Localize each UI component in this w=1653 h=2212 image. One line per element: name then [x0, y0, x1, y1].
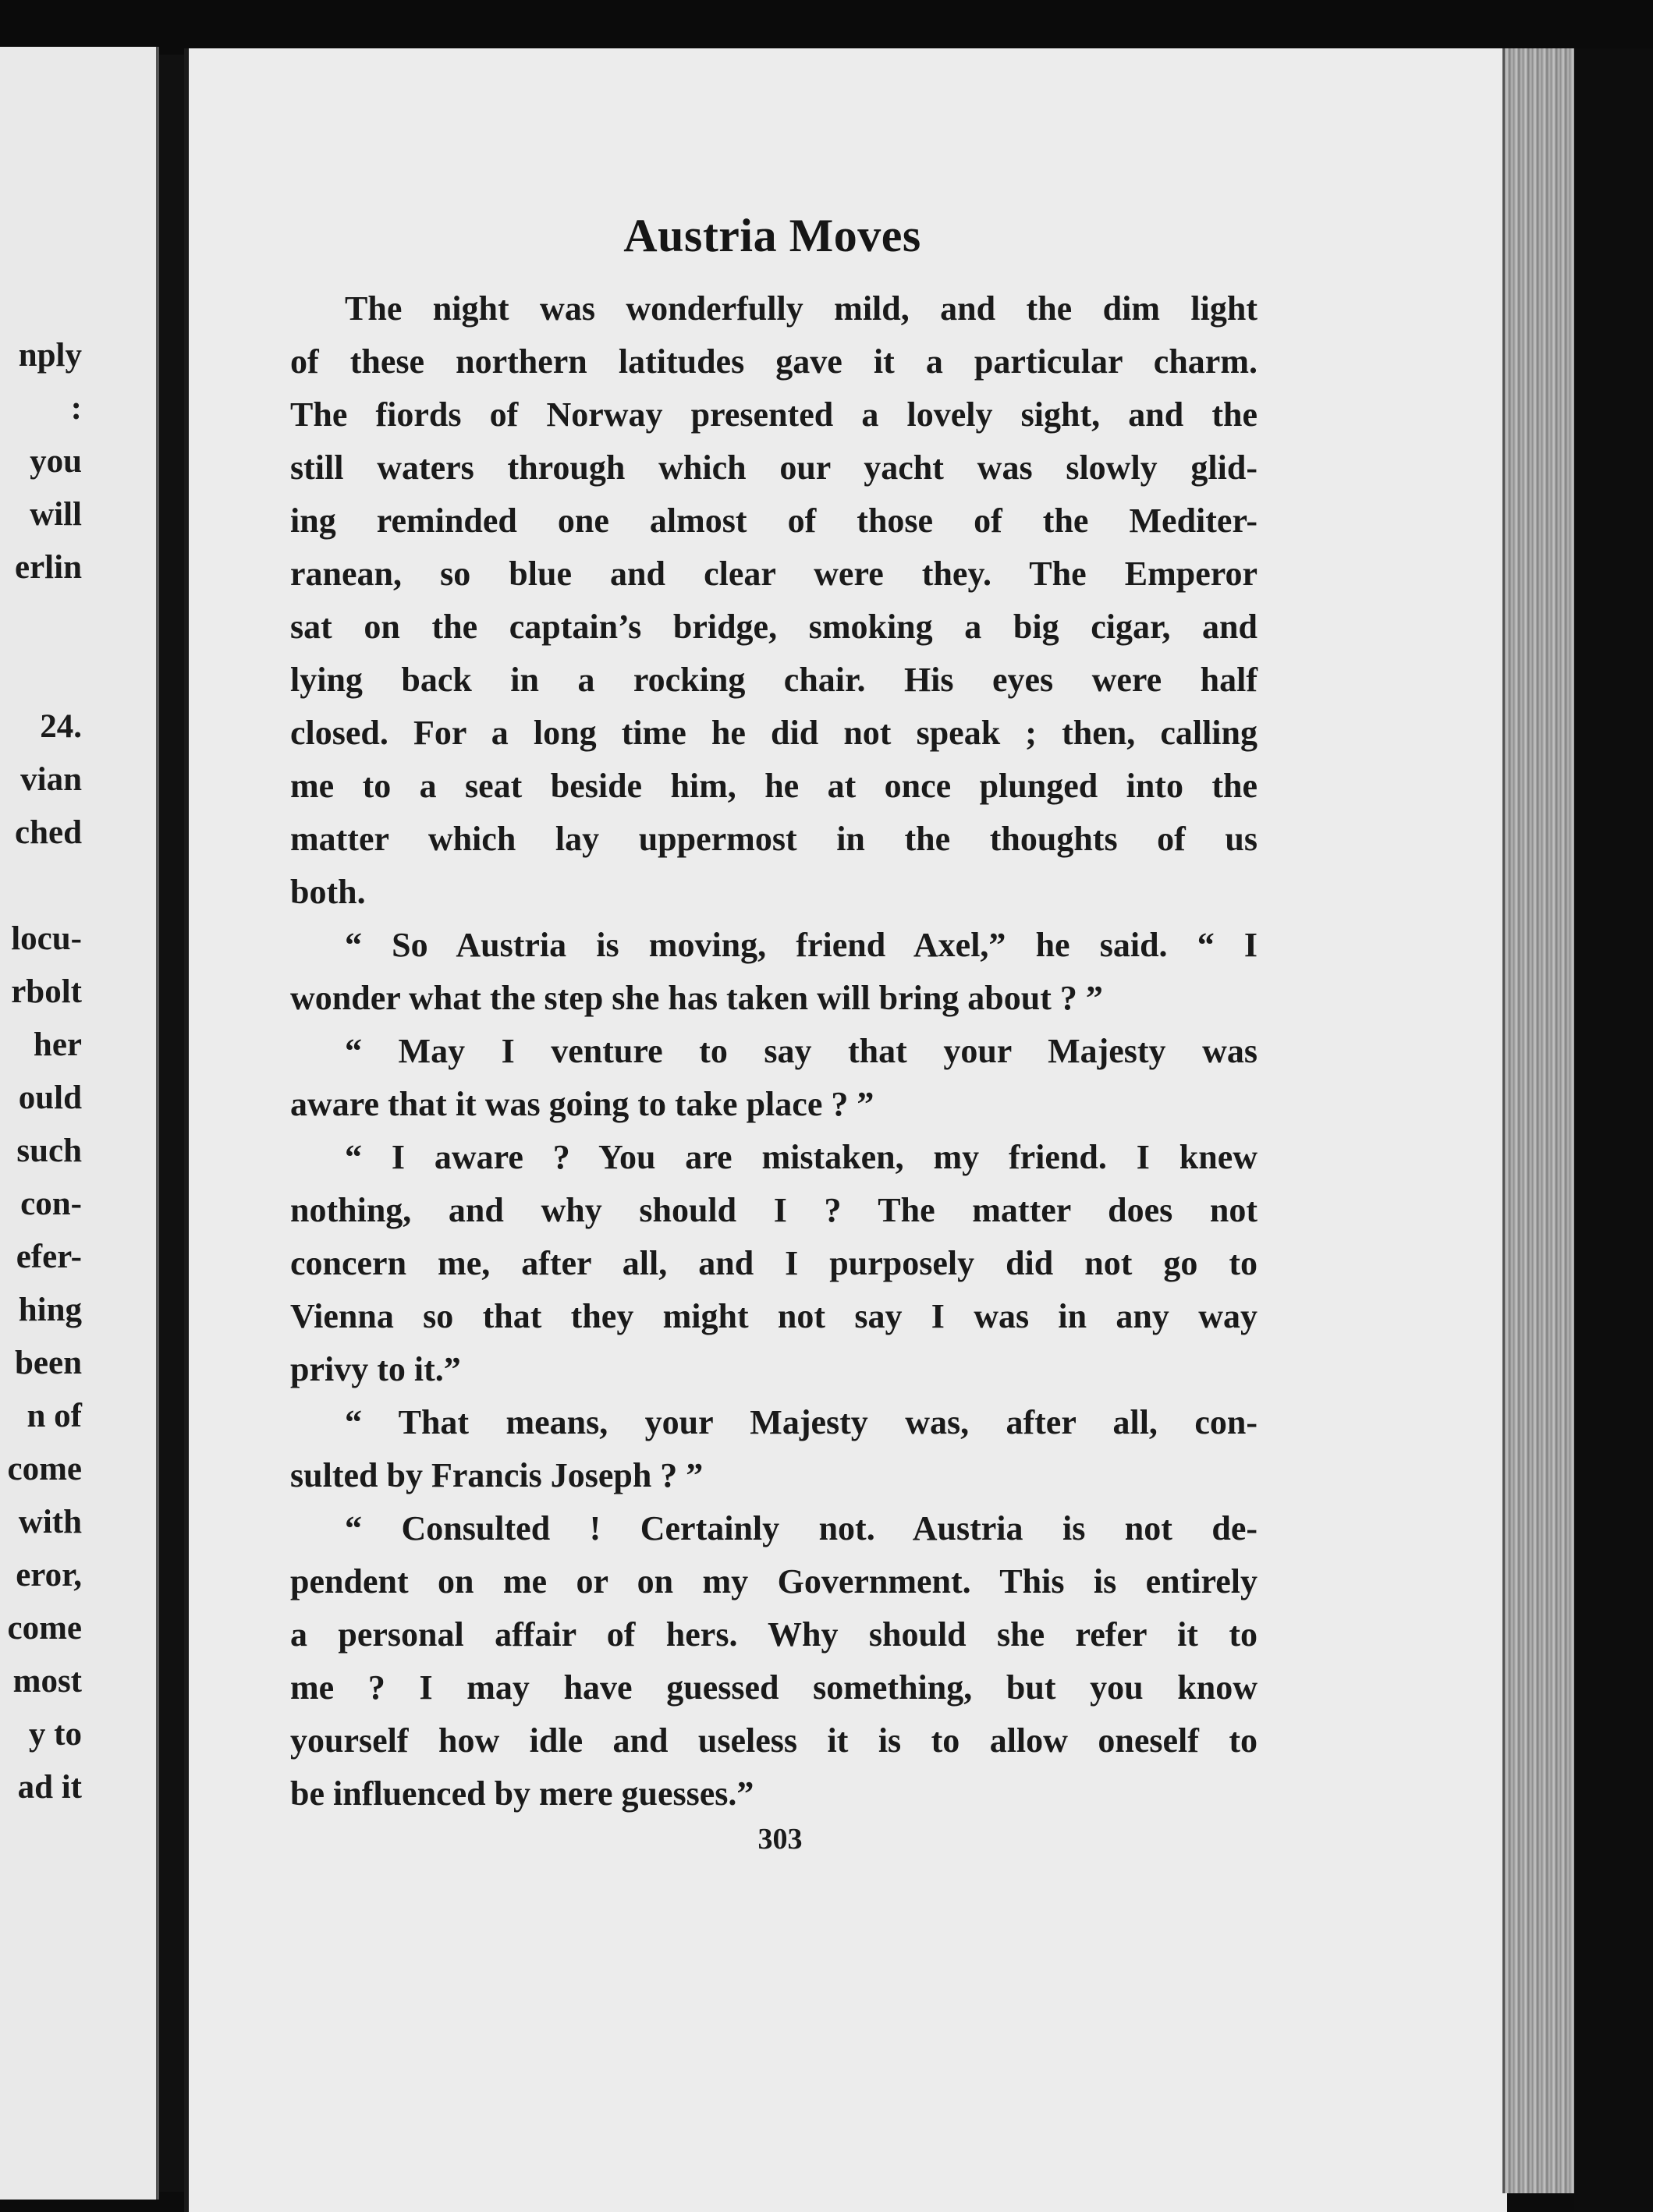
text-line: both. [290, 873, 366, 911]
previous-page-line: such [16, 1133, 82, 1169]
page-edges [1502, 48, 1577, 2193]
previous-page-line: will [30, 496, 82, 533]
text-line: “ So Austria is moving, friend Axel,” he said. “ I [345, 926, 1257, 964]
text-line: “ I aware ? You are mistaken, my friend. I knew [345, 1138, 1257, 1176]
previous-page-line: n of [27, 1398, 82, 1434]
text-line: concern me, after all, and I purposely did not go to [290, 1244, 1257, 1282]
previous-page-line: vian [20, 761, 82, 798]
page-title: Austria Moves [623, 210, 921, 261]
previous-page-line: been [15, 1345, 82, 1381]
previous-page-line: come [7, 1610, 82, 1647]
body-text [290, 282, 1257, 1820]
previous-page-line: her [33, 1026, 82, 1063]
text-line: “ That means, your Majesty was, after all, con- [345, 1403, 1257, 1441]
previous-page-line: ad it [17, 1769, 82, 1806]
previous-page-line: locu- [11, 920, 82, 957]
text-line: privy to it.” [290, 1350, 461, 1388]
text-line: The night was wonderfully mild, and the dim light [345, 289, 1257, 328]
text-line: still waters through which our yacht was slowly glid- [290, 448, 1257, 487]
book-gutter [159, 55, 186, 2192]
text-line: ranean, so blue and clear were they. The Emperor [290, 555, 1257, 593]
text-line: ing reminded one almost of those of the Mediter- [290, 502, 1257, 540]
previous-page-line: y to [28, 1716, 82, 1753]
page-number: 303 [757, 1823, 803, 1856]
previous-page-fragment [0, 47, 159, 2200]
text-line: a personal affair of hers. Why should she refer it to [290, 1615, 1257, 1654]
previous-page-line [0, 647, 82, 700]
scan-right-border [1574, 48, 1653, 2212]
text-line: wonder what the step she has taken will bring about ? ” [290, 979, 1103, 1017]
text-line: The fiords of Norway presented a lovely sight, and the [290, 395, 1257, 434]
text-line: “ May I venture to say that your Majesty was [345, 1032, 1257, 1070]
text-line: “ Consulted ! Certainly not. Austria is not de- [345, 1509, 1257, 1547]
previous-page-line: with [18, 1504, 82, 1540]
text-line: matter which lay uppermost in the thoughts of us [290, 820, 1257, 858]
text-line: closed. For a long time he did not speak ; then, calling [290, 714, 1257, 752]
previous-page-line: rbolt [11, 973, 82, 1010]
previous-page-line: hing [18, 1292, 82, 1328]
text-line: me ? I may have guessed something, but you know [290, 1668, 1257, 1707]
previous-page-line: : [70, 390, 82, 427]
previous-page-line: con- [20, 1186, 82, 1222]
text-line: lying back in a rocking chair. His eyes were half [290, 661, 1257, 699]
text-line: yourself how idle and useless it is to allow oneself to [290, 1721, 1257, 1760]
text-line: aware that it was going to take place ? ” [290, 1085, 874, 1123]
previous-page-line: eror, [16, 1557, 82, 1593]
text-line: pendent on me or on my Government. This is entirely [290, 1562, 1257, 1601]
previous-page-line: efer- [16, 1239, 82, 1275]
previous-page-line: ched [15, 814, 82, 851]
previous-page-line [0, 860, 82, 913]
text-line: be influenced by mere guesses.” [290, 1774, 754, 1813]
text-line: sat on the captain’s bridge, smoking a big cigar, and [290, 608, 1257, 646]
text-line: of these northern latitudes gave it a particular charm. [290, 342, 1257, 381]
text-line: sulted by Francis Joseph ? ” [290, 1456, 704, 1494]
text-line: nothing, and why should I ? The matter does not [290, 1191, 1257, 1229]
previous-page-line [0, 594, 82, 647]
previous-page-line: erlin [15, 549, 82, 586]
previous-page-line: most [12, 1663, 82, 1700]
previous-page-line: 24. [40, 708, 82, 745]
previous-page-line: nply [18, 337, 82, 374]
text-line: Vienna so that they might not say I was in any way [290, 1297, 1257, 1335]
previous-page-line: you [30, 443, 82, 480]
previous-page-line: come [7, 1451, 82, 1487]
text-line: me to a seat beside him, he at once plunged into the [290, 767, 1257, 805]
previous-page-line: ould [18, 1079, 82, 1116]
previous-page-text [0, 329, 82, 1814]
